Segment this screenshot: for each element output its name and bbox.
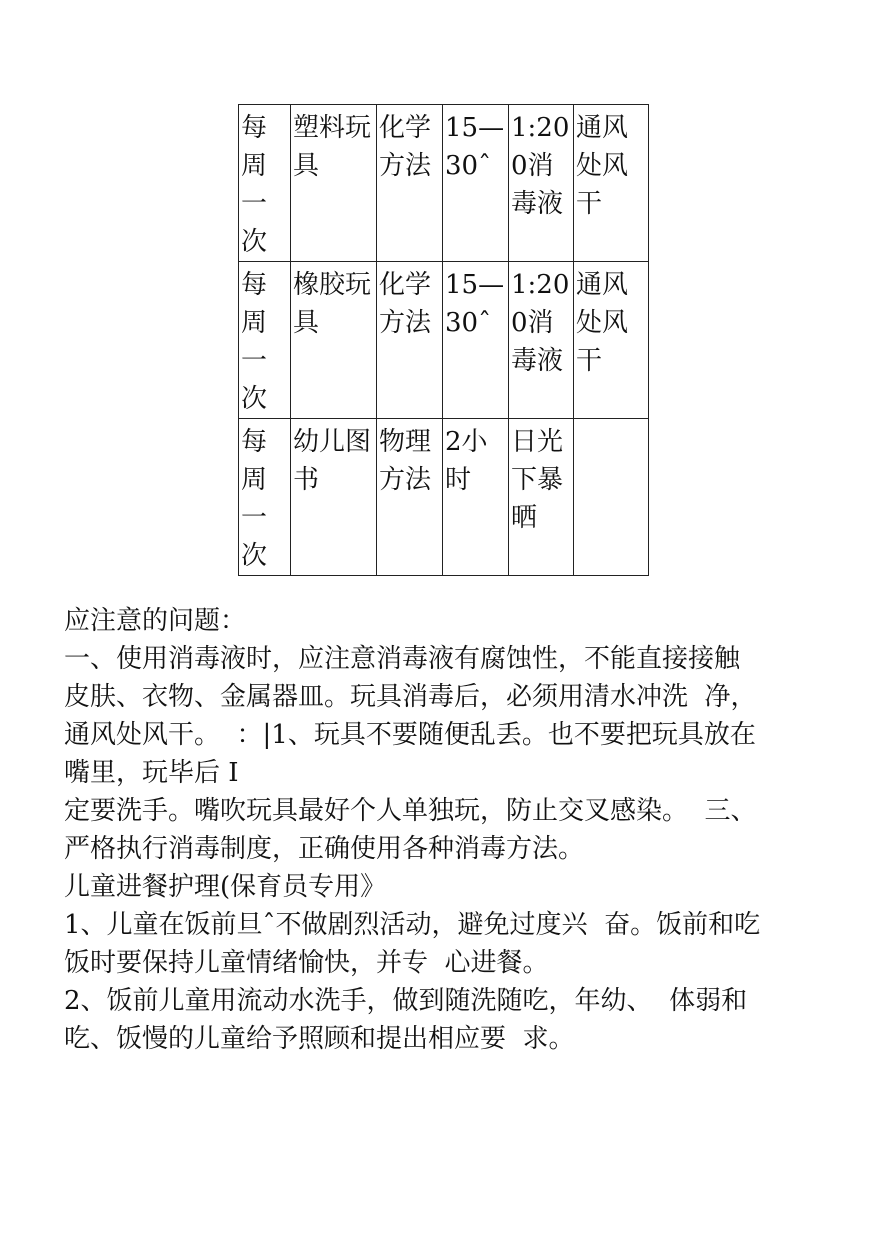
table-cell-frequency: 每周一次 — [239, 419, 291, 576]
table-cell-method: 物理方法 — [377, 419, 443, 576]
table-cell-frequency: 每周一次 — [239, 105, 291, 262]
paragraph-line: 2、饭前儿童用流动水洗手，做到随洗随吃，年幼、 体弱和 — [64, 986, 748, 1016]
section-heading: 儿童进餐护理(保育员专用》 — [64, 872, 387, 902]
table-cell-frequency: 每周一次 — [239, 262, 291, 419]
paragraph-line: 1、儿童在饭前旦ˆ不做剧烈活动，避免过度兴 奋。饭前和吃 — [64, 910, 761, 940]
table-cell-item: 橡胶玩具 — [291, 262, 377, 419]
paragraph-line: 定要洗手。嘴吹玩具最好个人单独玩，防止交叉感染。 三、 — [64, 796, 757, 826]
paragraph-line: 嘴里，玩毕后 I — [64, 758, 239, 788]
paragraph-line: 皮肤、衣物、金属器皿。玩具消毒后，必须用清水冲洗 净， — [64, 682, 757, 712]
table-cell-method: 化学方法 — [377, 262, 443, 419]
paragraph-line: 一、使用消毒液时，应注意消毒液有腐蚀性，不能直接接触 — [64, 644, 741, 674]
paragraph-line: 饭时要保持儿童情绪愉快，并专 心进餐。 — [64, 948, 549, 978]
table-row — [239, 105, 649, 262]
paragraph-line: 严格执行消毒制度，正确使用各种消毒方法。 — [64, 834, 585, 864]
table-cell-agent: 1:200消毒液 — [509, 262, 574, 419]
table-cell-item: 塑料玩具 — [291, 105, 377, 262]
table-row — [239, 262, 649, 419]
table-cell-duration: 2小时 — [443, 419, 509, 576]
table-row — [239, 419, 649, 576]
table-cell-item: 幼儿图书 — [291, 419, 377, 576]
disinfection-table — [238, 104, 649, 576]
document-body — [64, 602, 844, 1058]
table-cell-agent: 日光下暴晒 — [509, 419, 574, 576]
table-cell-method: 化学方法 — [377, 105, 443, 262]
table-cell-drying — [574, 419, 649, 576]
table-cell-duration: 15—30ˆ — [443, 105, 509, 262]
table-cell-duration: 15—30ˆ — [443, 262, 509, 419]
table-cell-drying: 通风处风干 — [574, 105, 649, 262]
paragraph-line: 通风处风干。 ：|1、玩具不要随便乱丢。也不要把玩具放在 — [64, 720, 756, 750]
paragraph-line: 吃、饭慢的儿童给予照顾和提出相应要 求。 — [64, 1024, 575, 1054]
table-cell-drying: 通风处风干 — [574, 262, 649, 419]
section-heading: 应注意的问题： — [64, 606, 247, 636]
table-cell-agent: 1:200消毒液 — [509, 105, 574, 262]
